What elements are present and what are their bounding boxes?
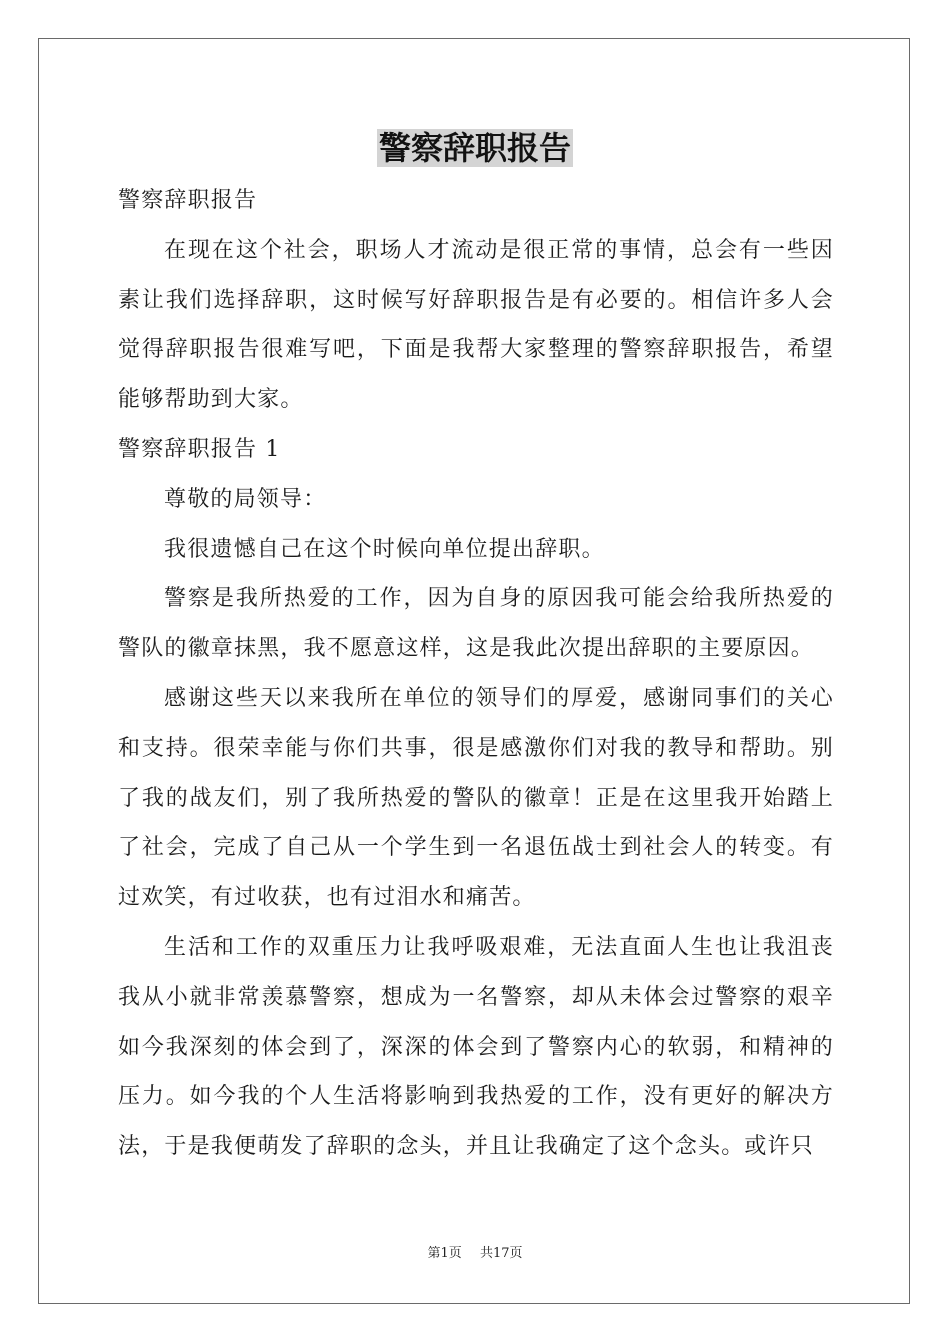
body-paragraph-4: 我很遗憾自己在这个时候向单位提出辞职。 [164,536,605,562]
body-paragraph-1: 在现在这个社会，职场人才流动是很正常的事情，总会有一些因素让我们选择辞职，这时候写好辞职报告是有必要的。相信许多人会觉得辞职报告很难写吧，下面是我帮大家整理的警察辞职报告，希望能够帮助到大家。 [118,237,834,413]
page-total: 共17页 [479,1246,523,1261]
document-body [118,176,834,1172]
body-paragraph-2: 警察辞职报告 1 [118,436,281,462]
page-footer [0,1244,950,1264]
document-title [0,126,950,170]
body-paragraph-0: 警察辞职报告 [118,188,258,213]
document-title-text: 警察辞职报告 [378,129,571,167]
body-paragraph-5: 警察是我所热爱的工作，因为自身的原因我可能会给我所热爱的警队的徽章抹黑，我不愿意这样，这是我此次提出辞职的主要原因。 [118,586,834,662]
body-paragraph-3: 尊敬的局领导： [164,486,327,512]
body-paragraph-6: 感谢这些天以来我所在单位的领导们的厚爱，感谢同事们的关心和支持。很荣幸能与你们共事，很是感激你们对我的教导和帮助。别了我的战友们，别了我所热爱的警队的徽章！正是在这里我开始踏上了社会，完成了自己从一个学生到一名退伍战士到社会人的转变。有过欢笑，有过收获，也有过泪水和痛苦。 [118,685,834,911]
page-number: 第1页 [427,1246,462,1261]
body-paragraph-7: 生活和工作的双重压力让我呼吸艰难，无法直面人生也让我沮丧我从小就非常羡慕警察，想成为一名警察，却从未体会过警察的艰辛如今我深刻的体会到了，深深的体会到了警察内心的软弱，和精神的压力。如今我的个人生活将影响到我热爱的工作，没有更好的解决方法，于是我便萌发了辞职的念头，并且让我确定了这个念头。或许只 [118,934,834,1160]
